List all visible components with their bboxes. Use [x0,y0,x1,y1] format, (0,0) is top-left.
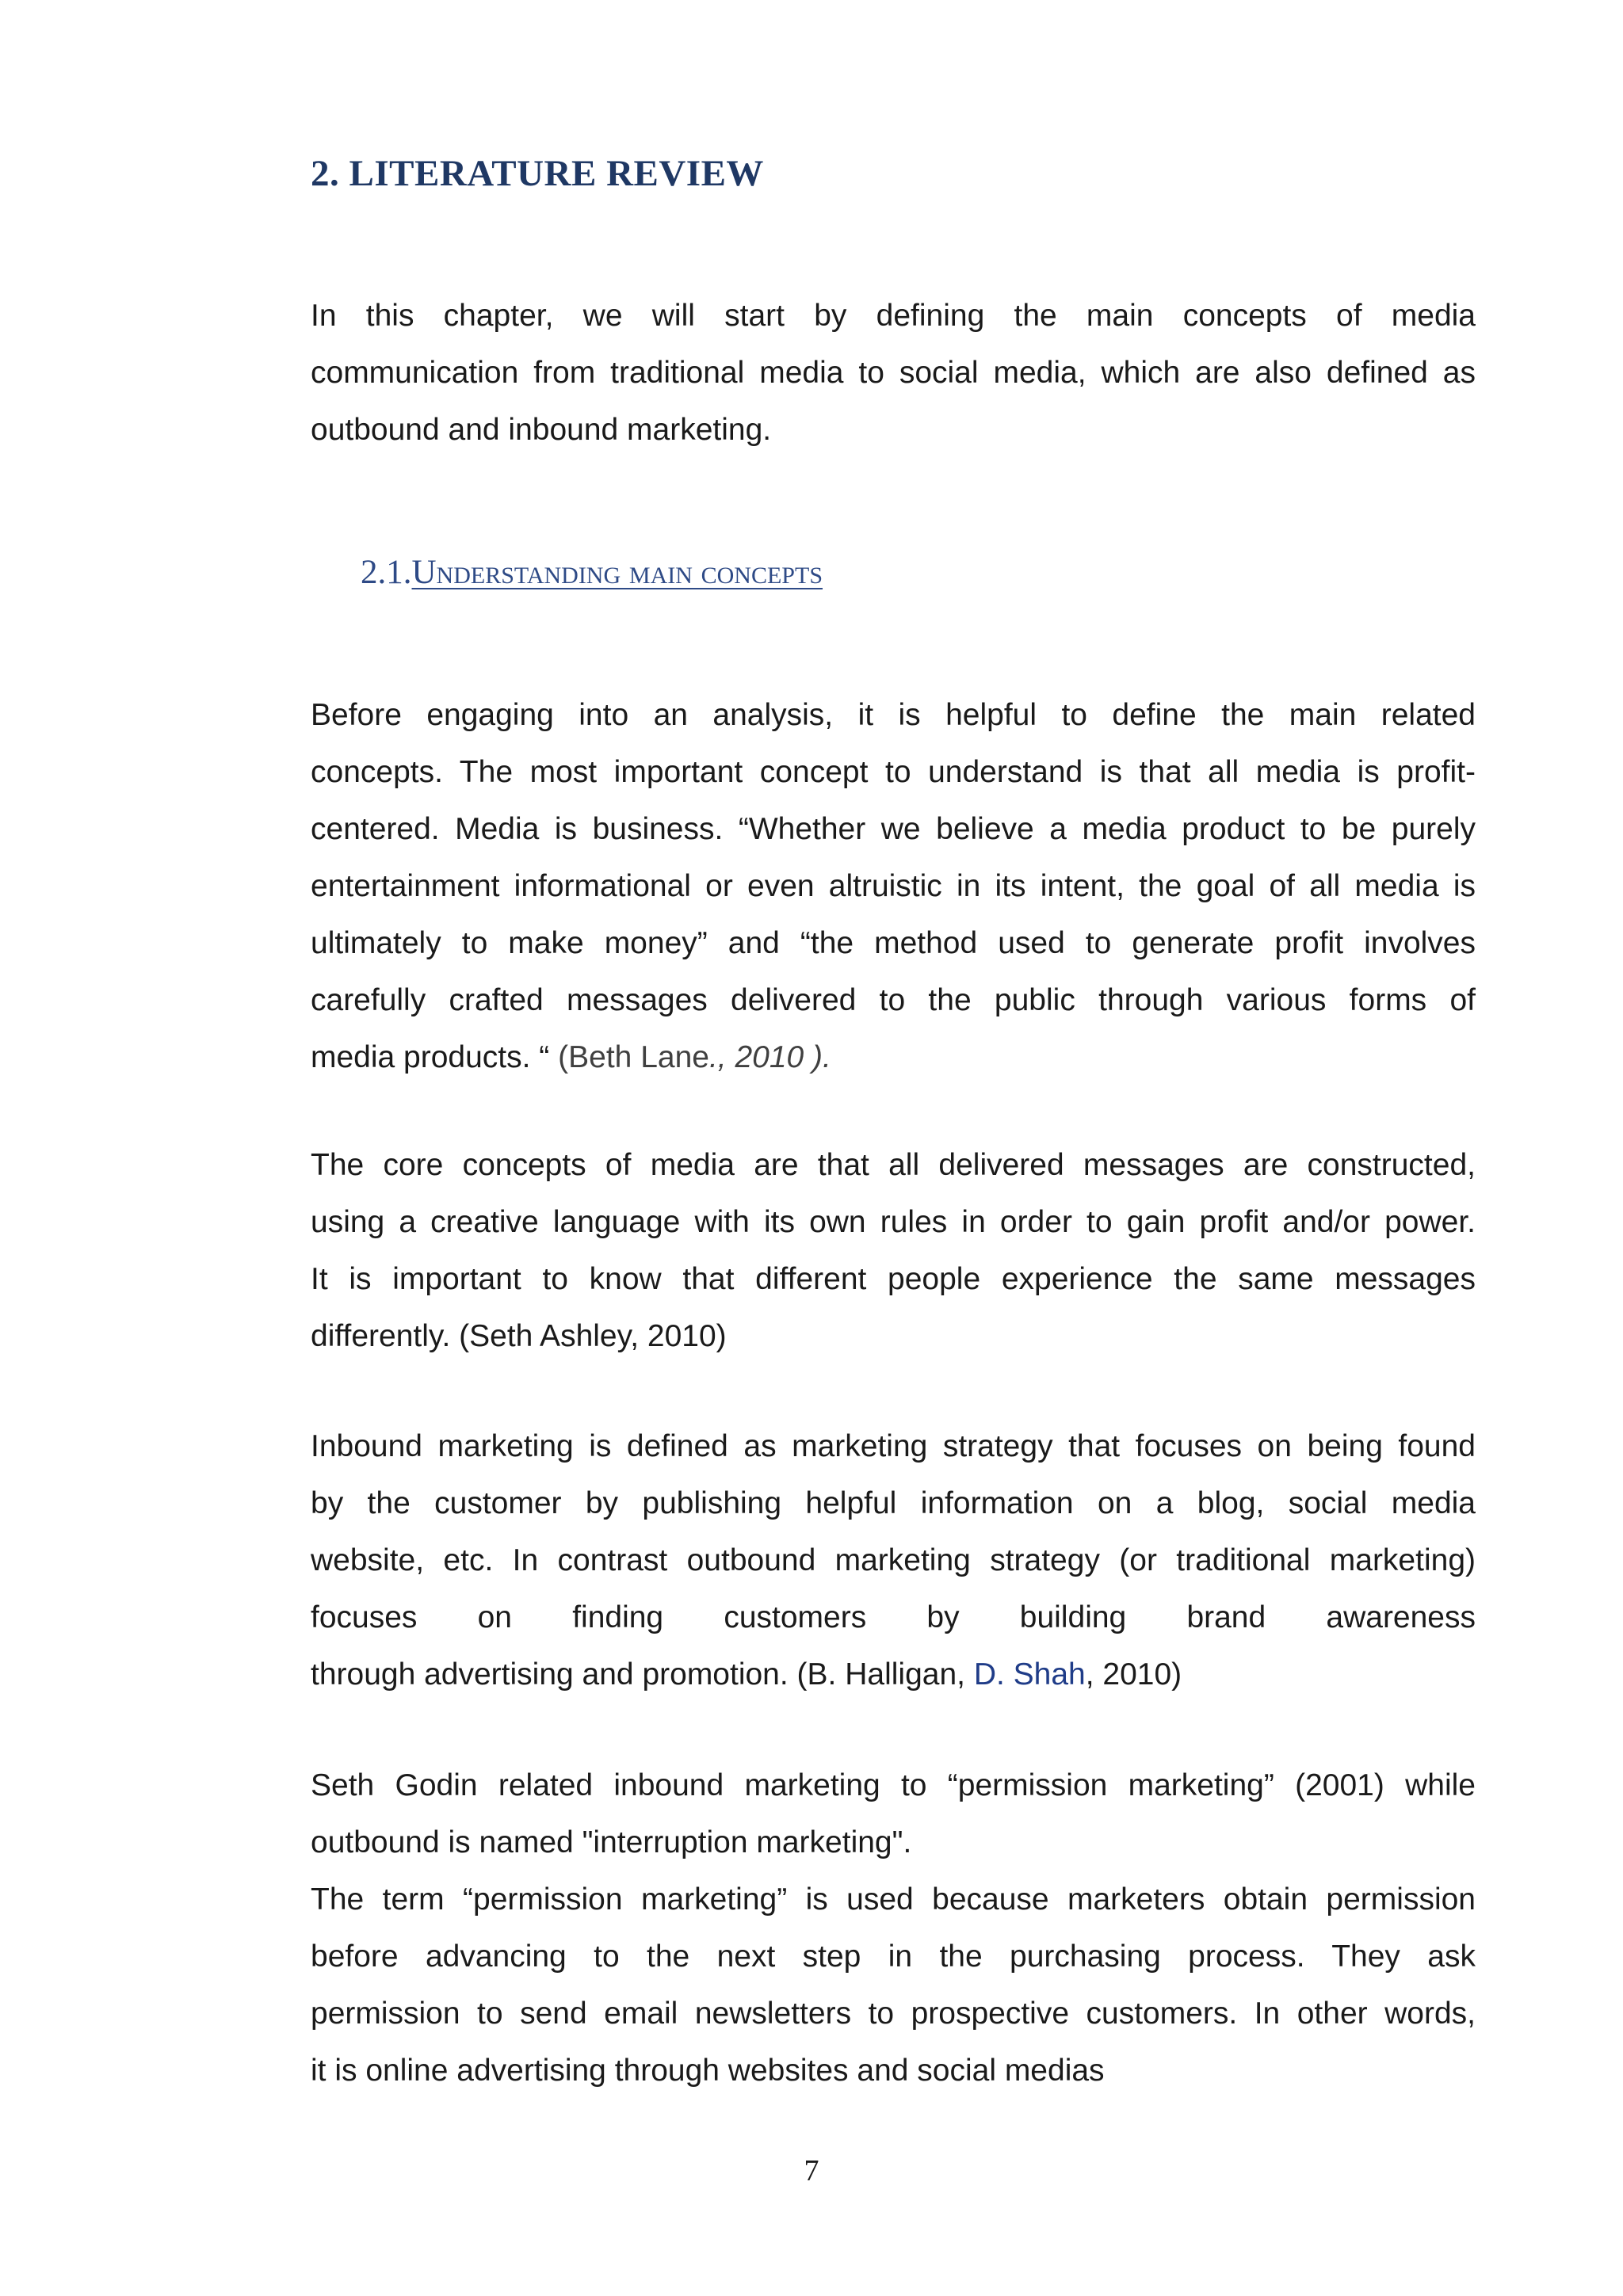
line-text: media products. “ [311,1040,559,1074]
text-line: The term “permission marketing” is used because marketers obtain permission [311,1882,1476,1917]
text-line: entertainment informational or even altruistic in its intent, the goal of all media is [311,869,1476,903]
concepts-paragraph [311,687,1476,1086]
citation: (Beth Lane [558,1040,709,1074]
text-line: Before engaging into an analysis, it is helpful to define the main related [311,698,1476,732]
section-number: 2.1. [361,554,412,591]
text-line: before advancing to the next step in the purchasing process. They ask [311,1939,1476,1974]
text-line: In this chapter, we will start by defining the main concepts of media [311,299,1476,333]
text-line: Seth Godin related inbound marketing to “permission marketing” (2001) while [311,1768,1476,1802]
text-line: carefully crafted messages delivered to the public through various forms of [311,983,1476,1017]
text-line: differently. (Seth Ashley, 2010) [311,1319,727,1353]
text-line: by the customer by publishing helpful information on a blog, social media [311,1486,1476,1520]
citation-year: ., 2010 ). [708,1040,831,1074]
text-line: communication from traditional media to social media, which are also defined as [311,356,1476,390]
text-line: outbound and inbound marketing. [311,413,772,447]
text-line: centered. Media is business. “Whether we believe a media product to be purely [311,812,1476,846]
line-text: , 2010) [1085,1657,1182,1691]
text-line: The core concepts of media are that all delivered messages are constructed, [311,1148,1476,1182]
text-line [311,1029,1476,1086]
inbound-paragraph [311,1418,1476,1703]
text-line: ultimately to make money” and “the method used to generate profit involves [311,926,1476,960]
text-line: focuses on finding customers by building brand awareness [311,1600,1476,1634]
page-number: 7 [804,2154,819,2187]
text-line: It is important to know that different people experience the same messages [311,1262,1476,1296]
text-line: it is online advertising through websites and social medias [311,2054,1105,2088]
text-line: outbound is named "interruption marketing". [311,1825,912,1859]
text-line: concepts. The most important concept to understand is that all media is profit- [311,755,1476,789]
intro-paragraph [311,288,1476,459]
text-line: website, etc. In contrast outbound marketing strategy (or traditional marketing) [311,1543,1476,1577]
text-line: using a creative language with its own rules in order to gain profit and/or power. [311,1205,1476,1239]
text-line: permission to send email newsletters to prospective customers. In other words, [311,1997,1476,2031]
chapter-heading: 2. LITERATURE REVIEW [311,153,764,194]
permission-paragraph [311,1757,1476,2100]
section-heading [361,553,823,592]
text-line [311,1646,1476,1703]
author-link[interactable]: D. Shah [973,1657,1086,1691]
section-title: Understanding main concepts [411,554,823,591]
core-concepts-paragraph [311,1137,1476,1365]
text-line: Inbound marketing is defined as marketing strategy that focuses on being found [311,1429,1476,1463]
line-text: through advertising and promotion. (B. Halligan, [311,1657,974,1691]
